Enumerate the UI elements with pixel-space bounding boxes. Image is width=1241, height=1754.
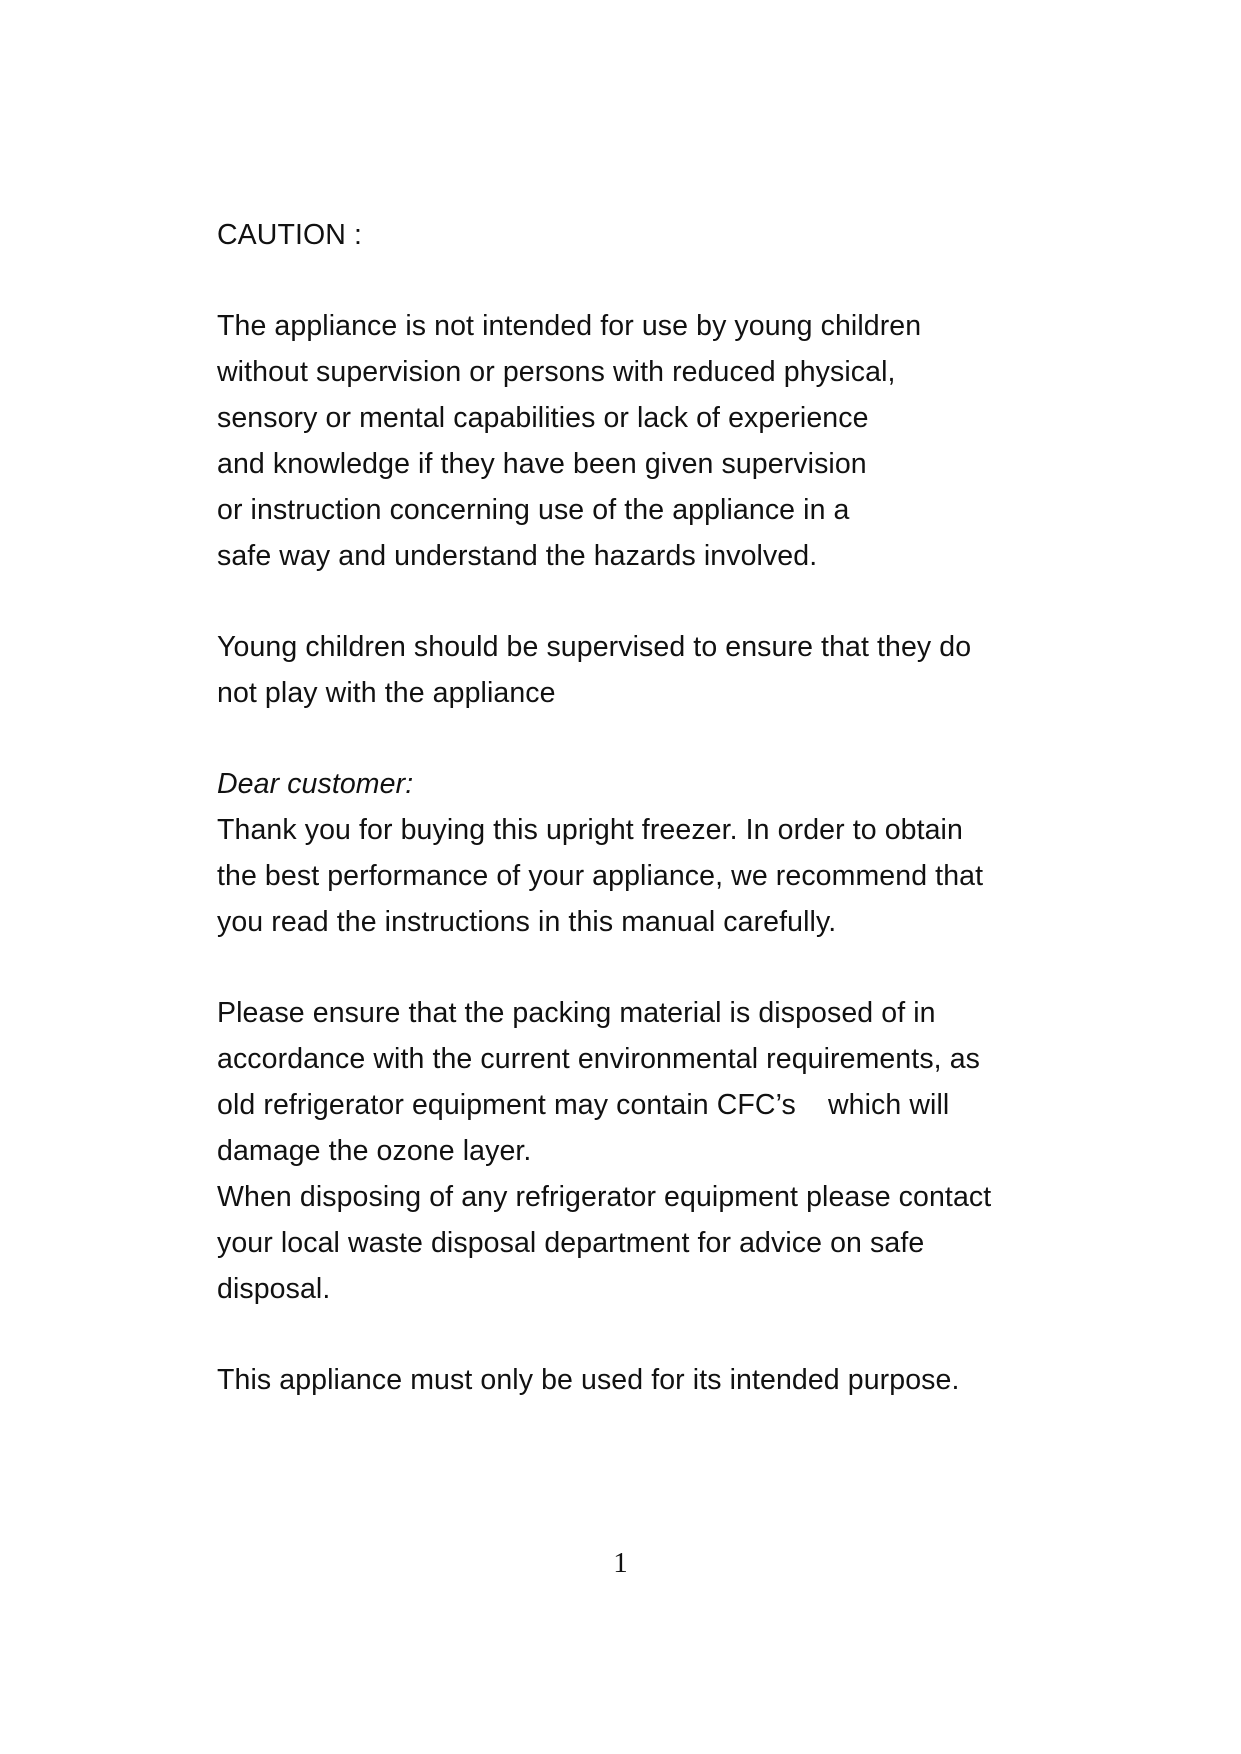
text-line: your local waste disposal department for advice on safe [217,1227,925,1259]
text-line: When disposing of any refrigerator equipment please contact [217,1181,992,1213]
page-content [217,212,1057,1403]
text-line: disposal. [217,1273,331,1305]
text-line: without supervision or persons with reduced physical, [217,356,896,388]
spacer [217,579,1057,624]
text-line: Young children should be supervised to ensure that they do [217,631,972,663]
text-line: Thank you for buying this upright freezer. In order to obtain [217,814,963,846]
text-line: damage the ozone layer. [217,1135,532,1167]
text-line: safe way and understand the hazards involved. [217,540,818,572]
text-line: you read the instructions in this manual carefully. [217,906,837,938]
spacer [217,1312,1057,1357]
text-line: accordance with the current environmental requirements, as [217,1043,981,1075]
text-line: and knowledge if they have been given supervision [217,448,867,480]
page-number: 1 [613,1547,628,1579]
text-line: old refrigerator equipment may contain CFC’s which will [217,1089,950,1121]
caution-paragraph-1 [217,303,1057,579]
text-line: sensory or mental capabilities or lack of experience [217,402,869,434]
customer-paragraph-2 [217,990,1057,1312]
text-line: This appliance must only be used for its intended purpose. [217,1364,960,1396]
text-line: not play with the appliance [217,677,556,709]
spacer [217,258,1057,303]
salutation: Dear customer: [217,768,414,800]
customer-paragraph-1 [217,807,1057,945]
spacer [217,945,1057,990]
text-line: the best performance of your appliance, we recommend that [217,860,984,892]
text-line: Please ensure that the packing material is disposed of in [217,997,936,1029]
text-line: or instruction concerning use of the appliance in a [217,494,850,526]
customer-paragraph-3 [217,1357,1057,1403]
spacer [217,716,1057,761]
caution-paragraph-2 [217,624,1057,716]
text-line: The appliance is not intended for use by young children [217,310,922,342]
caution-heading: CAUTION : [217,219,362,251]
